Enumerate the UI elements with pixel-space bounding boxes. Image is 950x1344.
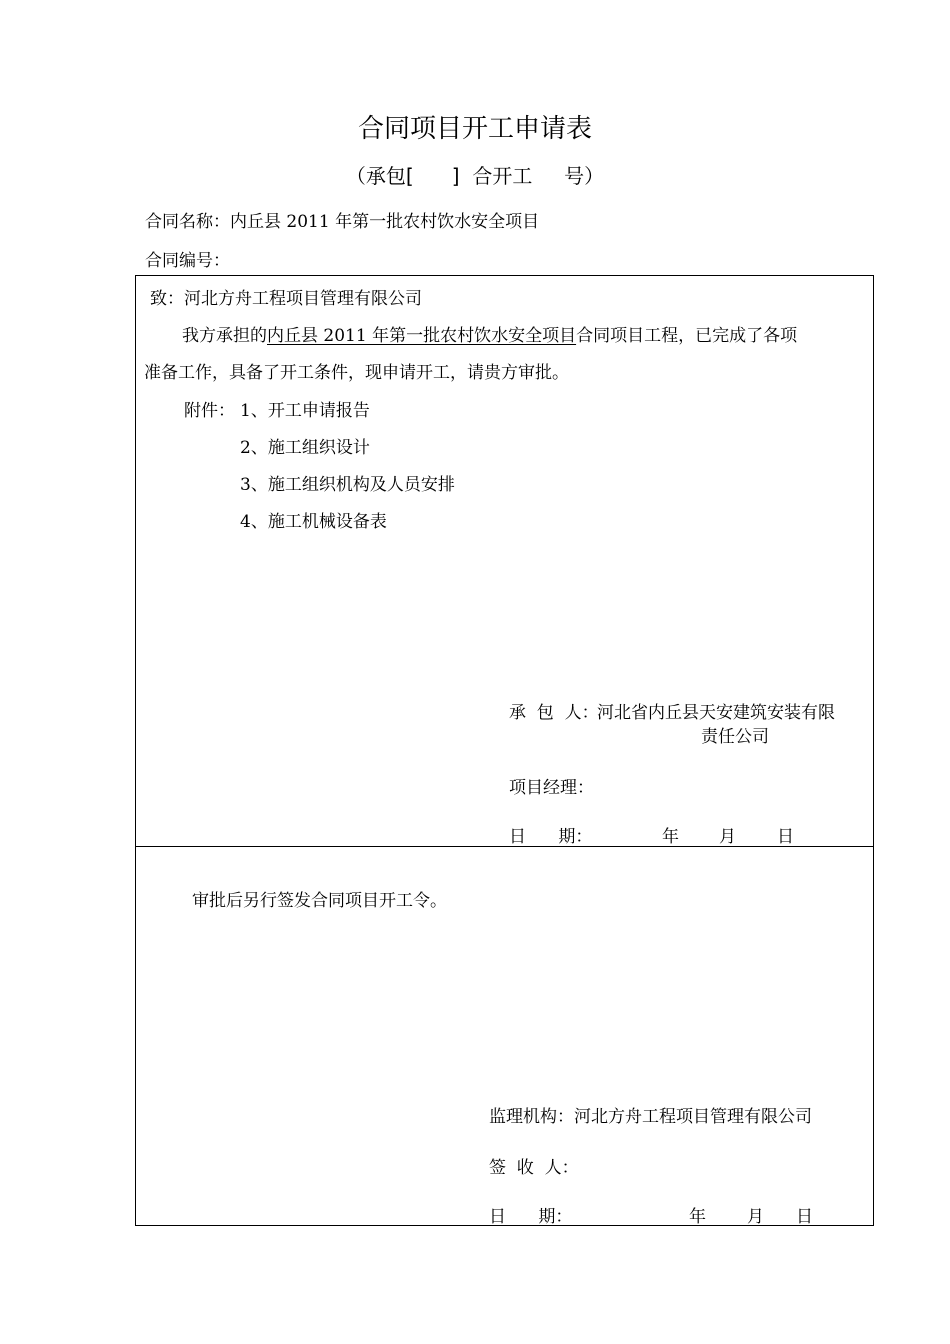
supervisor-label: 监理机构： <box>489 1107 574 1127</box>
attachment-item: 2、施工组织设计 <box>240 438 370 458</box>
attachment-item: 3、施工组织机构及人员安排 <box>240 475 455 495</box>
supervisor-row <box>489 1102 812 1127</box>
approval-text: 审批后另行签发合同项目开工令。 <box>192 891 447 911</box>
contract-name-label: 合同名称： <box>145 212 230 232</box>
page-title: 合同项目开工申请表 <box>357 114 592 144</box>
receiver-label: 签 收 人： <box>489 1158 579 1178</box>
project-manager-label: 项目经理： <box>509 778 594 798</box>
attachments-label: 附件： <box>184 401 235 421</box>
body-project-name: 内丘县 2011 年第一批农村饮水安全项目 <box>267 326 577 346</box>
approval-date-day: 日 <box>796 1207 813 1227</box>
contractor-value-line2: 责任公司 <box>701 727 769 747</box>
application-body-line1 <box>182 321 797 346</box>
attachment-item: 1、开工申请报告 <box>240 401 370 421</box>
page-subtitle: （承包[ ] 合开工 号） <box>345 164 605 188</box>
contract-name-value: 内丘县 2011 年第一批农村饮水安全项目 <box>230 212 540 232</box>
body-suffix: 合同项目工程，已完成了各项 <box>576 326 798 346</box>
row-divider <box>136 846 873 847</box>
application-date-month: 月 <box>719 827 736 847</box>
contract-number-row <box>145 246 230 271</box>
approval-date-year: 年 <box>689 1207 706 1227</box>
approval-date-month: 月 <box>747 1207 764 1227</box>
form-table <box>135 275 874 1226</box>
application-date-year: 年 <box>662 827 679 847</box>
body-prefix: 我方承担的 <box>182 326 267 346</box>
contractor-value-line1: 河北省内丘县天安建筑安装有限 <box>597 703 835 723</box>
application-date-day: 日 <box>777 827 794 847</box>
recipient-line: 致：河北方舟工程项目管理有限公司 <box>150 289 422 309</box>
application-body-line2: 准备工作，具备了开工条件，现申请开工，请贵方审批。 <box>144 363 569 383</box>
application-date-label: 日 期： <box>509 827 593 847</box>
contractor-label: 承 包 人： <box>509 703 599 723</box>
contract-name-row <box>145 207 539 232</box>
contract-number-label: 合同编号： <box>145 251 230 271</box>
supervisor-value: 河北方舟工程项目管理有限公司 <box>574 1107 812 1127</box>
approval-date-label: 日 期： <box>489 1207 573 1227</box>
attachment-item: 4、施工机械设备表 <box>240 512 387 532</box>
